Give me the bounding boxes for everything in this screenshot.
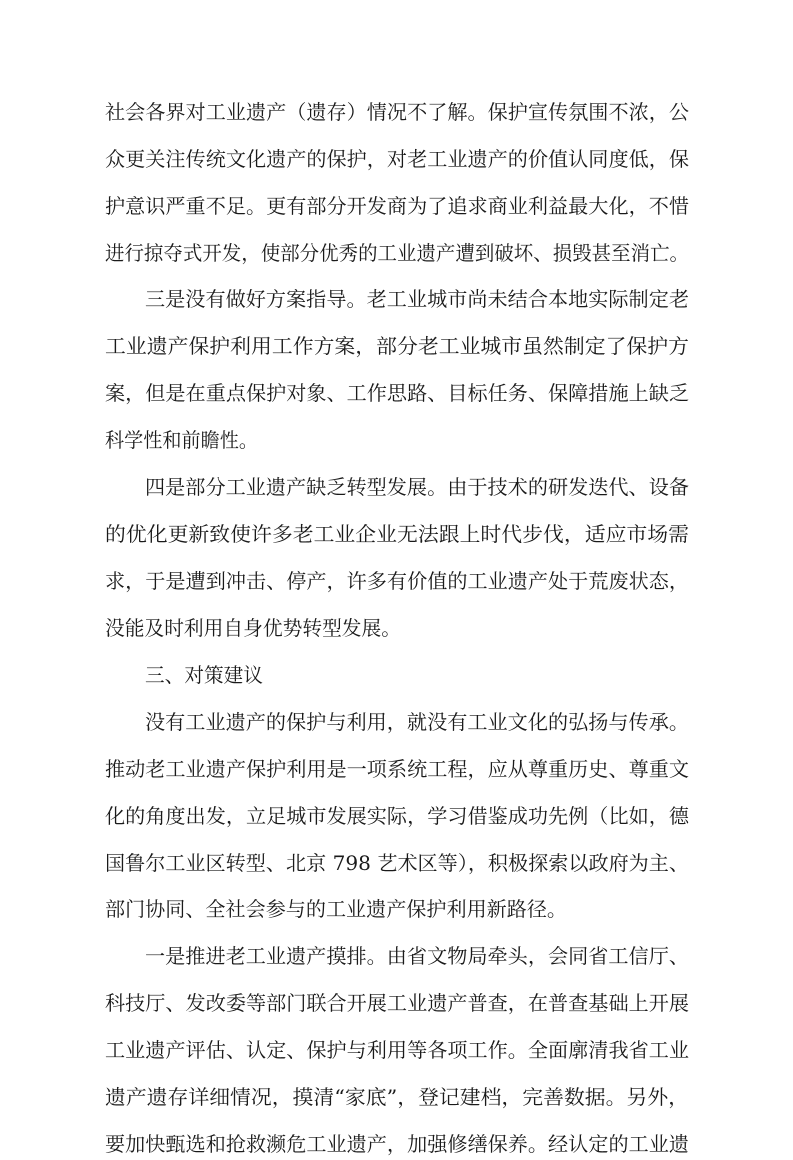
text-line bbox=[0, 847, 793, 879]
line-text: 化的角度出发，立足城市发展实际，学习借鉴成功先例（比如，德 bbox=[105, 804, 689, 828]
line-text: 进行掠夺式开发，使部分优秀的工业遗产遭到破坏、损毁甚至消亡。 bbox=[105, 241, 689, 265]
section-heading-text: 三、对策建议 bbox=[145, 663, 263, 687]
text-line bbox=[0, 143, 793, 175]
line-text: 科学性和前瞻性。 bbox=[105, 428, 258, 452]
line-text: 三是没有做好方案指导。老工业城市尚未结合本地实际制定老 bbox=[145, 287, 689, 311]
section-heading bbox=[0, 659, 793, 691]
text-line bbox=[0, 424, 793, 456]
text-line bbox=[0, 1081, 793, 1113]
text-line bbox=[0, 237, 793, 269]
text-line bbox=[0, 283, 793, 315]
line-text: 推动老工业遗产保护利用是一项系统工程，应从尊重历史、尊重文 bbox=[105, 757, 689, 781]
line-text: 部门协同、全社会参与的工业遗产保护利用新路径。 bbox=[105, 897, 567, 921]
line-text: 工业遗产保护利用工作方案，部分老工业城市虽然制定了保护方 bbox=[105, 334, 689, 358]
text-line bbox=[0, 1128, 793, 1160]
text-line bbox=[0, 1034, 793, 1066]
line-text: 四是部分工业遗产缺乏转型发展。由于技术的研发迭代、设备 bbox=[145, 475, 689, 499]
line-text: 要加快甄选和抢救濒危工业遗产，加强修缮保养。经认定的工业遗 bbox=[105, 1132, 689, 1156]
line-text: 工业遗产评估、认定、保护与利用等各项工作。全面廓清我省工业 bbox=[105, 1038, 689, 1062]
text-line bbox=[0, 940, 793, 972]
line-text: 没能及时利用自身优势转型发展。 bbox=[105, 616, 401, 640]
line-text: 没有工业遗产的保护与利用，就没有工业文化的弘扬与传承。 bbox=[145, 710, 689, 734]
text-line bbox=[0, 96, 793, 128]
line-text: 遗产遗存详细情况，摸清“家底”，登记建档，完善数据。另外， bbox=[105, 1085, 689, 1109]
text-line bbox=[0, 330, 793, 362]
line-text: 案，但是在重点保护对象、工作思路、目标任务、保障措施上缺乏 bbox=[105, 381, 689, 405]
text-line bbox=[0, 893, 793, 925]
text-line bbox=[0, 612, 793, 644]
text-line bbox=[0, 987, 793, 1019]
text-line bbox=[0, 706, 793, 738]
line-text: 国鲁尔工业区转型、北京 798 艺术区等），积极探索以政府为主、 bbox=[105, 851, 689, 875]
text-line bbox=[0, 753, 793, 785]
line-text: 一是推进老工业遗产摸排。由省文物局牵头，会同省工信厅、 bbox=[145, 944, 689, 968]
text-line bbox=[0, 471, 793, 503]
line-text: 求，于是遭到冲击、停产，许多有价值的工业遗产处于荒废状态， bbox=[105, 569, 689, 593]
text-line bbox=[0, 518, 793, 550]
line-text: 众更关注传统文化遗产的保护，对老工业遗产的价值认同度低，保 bbox=[105, 147, 689, 171]
text-line bbox=[0, 377, 793, 409]
line-text: 科技厅、发改委等部门联合开展工业遗产普查，在普查基础上开展 bbox=[105, 991, 689, 1015]
text-line bbox=[0, 190, 793, 222]
line-text: 护意识严重不足。更有部分开发商为了追求商业利益最大化，不惜 bbox=[105, 194, 689, 218]
text-line bbox=[0, 565, 793, 597]
line-text: 社会各界对工业遗产（遗存）情况不了解。保护宣传氛围不浓，公 bbox=[105, 100, 689, 124]
line-text: 的优化更新致使许多老工业企业无法跟上时代步伐，适应市场需 bbox=[105, 522, 689, 546]
text-line bbox=[0, 800, 793, 832]
